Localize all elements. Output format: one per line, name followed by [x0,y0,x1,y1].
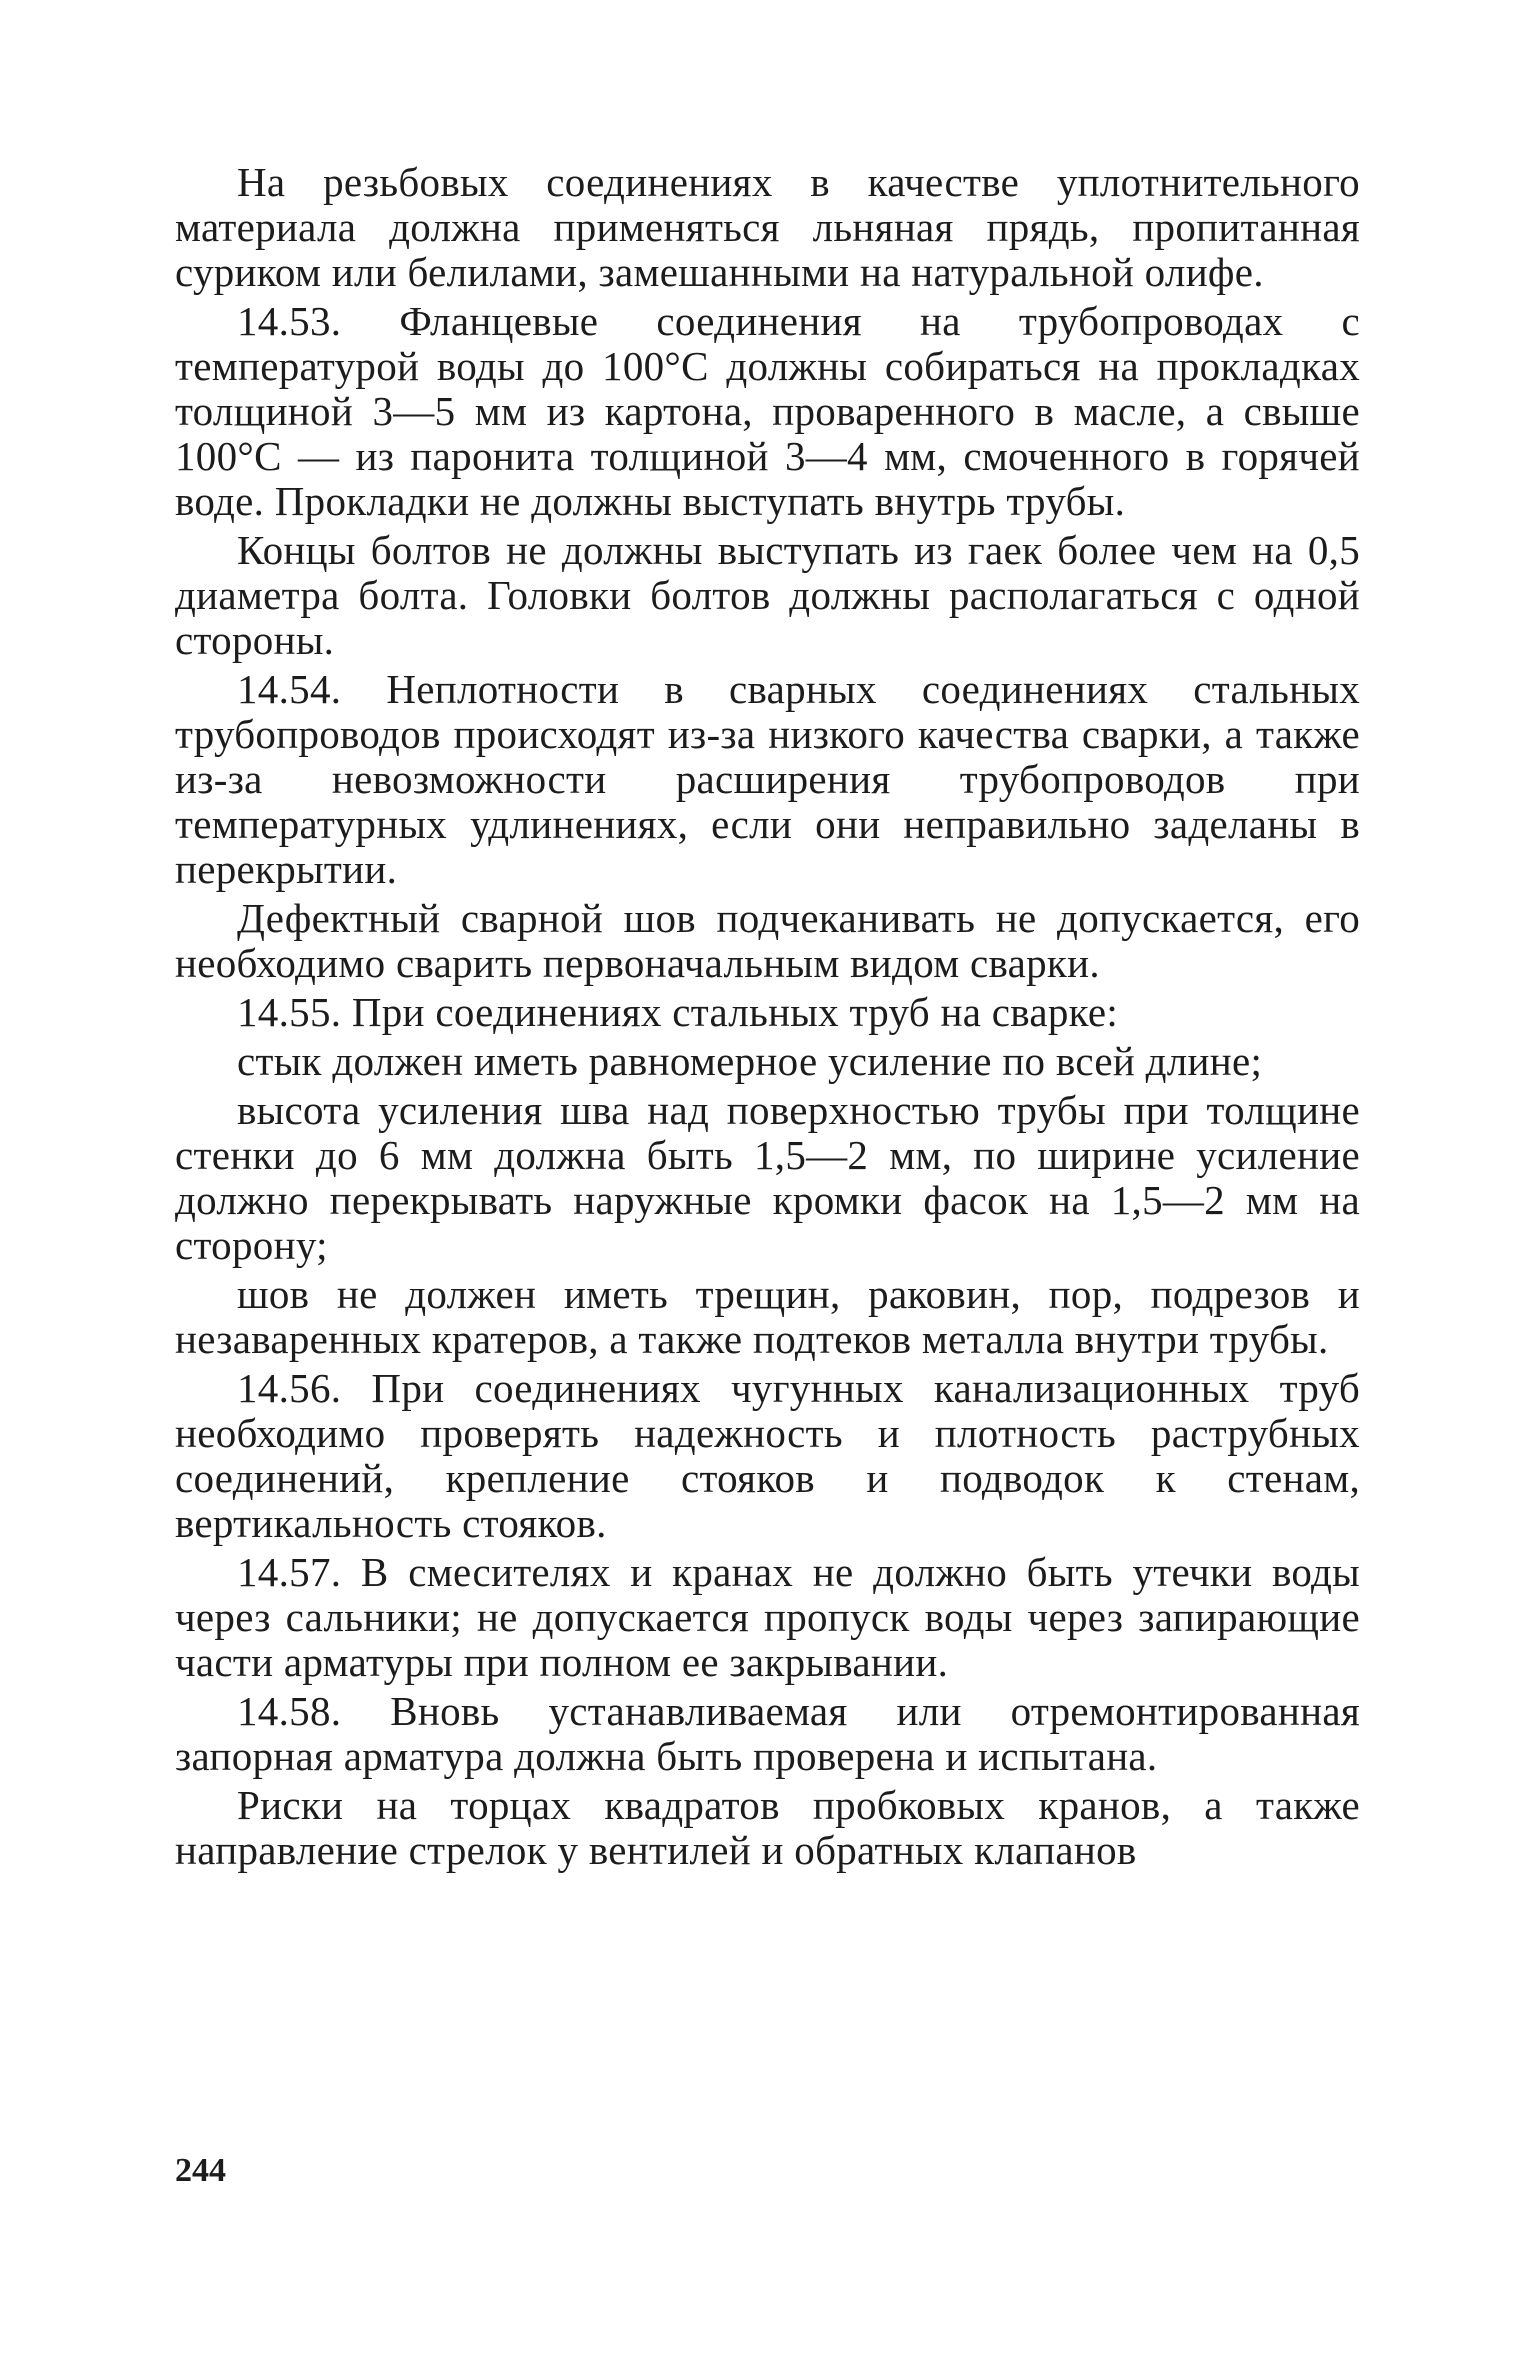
paragraph-defective-seam: Дефектный сварной шов подчеканивать не допускается, его необходимо сварить первоначальным видом сварки. [175,895,1360,986]
paragraph-14-54: 14.54. Неплотности в сварных соединениях стальных трубопроводов происходят из-за низкого качества сварки, а также из-за невозможности расширения трубопроводов при температурных удлинениях, если они неправильно заделаны в перекрытии. [175,666,1360,892]
paragraph-14-56: 14.56. При соединениях чугунных канализационных труб необходимо проверять надежность и плотность раструбных соединений, крепление стояков и подводок к стенам, вертикальность стояков. [175,1365,1360,1546]
paragraph-14-55: 14.55. При соединениях стальных труб на сварке: [237,989,1119,1035]
paragraph-bolts: Концы болтов не должны выступать из гаек более чем на 0,5 диаметра болта. Головки болтов должны располагаться с одной стороны. [175,527,1360,663]
body-text [175,160,1360,1877]
paragraph-14-57: 14.57. В смесителях и кранах не должно быть утечки воды через сальники; не допускается пропуск воды через запирающие части арматуры при полном ее закрывании. [175,1549,1360,1685]
paragraph-14-53: 14.53. Фланцевые соединения на трубопроводах с температурой воды до 100°С должны собираться на прокладках толщиной 3—5 мм из картона, проваренного в масле, а свыше 100°С — из паронита толщиной 3—4 мм, смоченного в горячей воде. Прокладки не должны выступать внутрь трубы. [175,298,1360,524]
paragraph-joint-reinforcement: стык должен иметь равномерное усиление по всей длине; [237,1038,1263,1084]
paragraph-14-58: 14.58. Вновь устанавливаемая или отремонтированная запорная арматура должна быть проверена и испытана. [175,1688,1360,1779]
paragraph-threaded-joints: На резьбовых соединениях в качестве уплотнительного материала должна применяться льняная прядь, пропитанная суриком или белилами, замешанными на натуральной олифе. [175,159,1360,295]
paragraph-reinforcement-height: высота усиления шва над поверхностью трубы при толщине стенки до 6 мм должна быть 1,5—2 мм, по ширине усиление должно перекрывать наружные кромки фасок на 1,5—2 мм на сторону; [175,1087,1360,1268]
paragraph-risks: Риски на торцах квадратов пробковых кранов, а также направление стрелок у вентилей и обратных клапанов [175,1782,1360,1873]
paragraph-seam-defects: шов не должен иметь трещин, раковин, пор, подрезов и незаваренных кратеров, а также подтеков металла внутри трубы. [175,1271,1360,1362]
page-number: 244 [175,2152,226,2189]
